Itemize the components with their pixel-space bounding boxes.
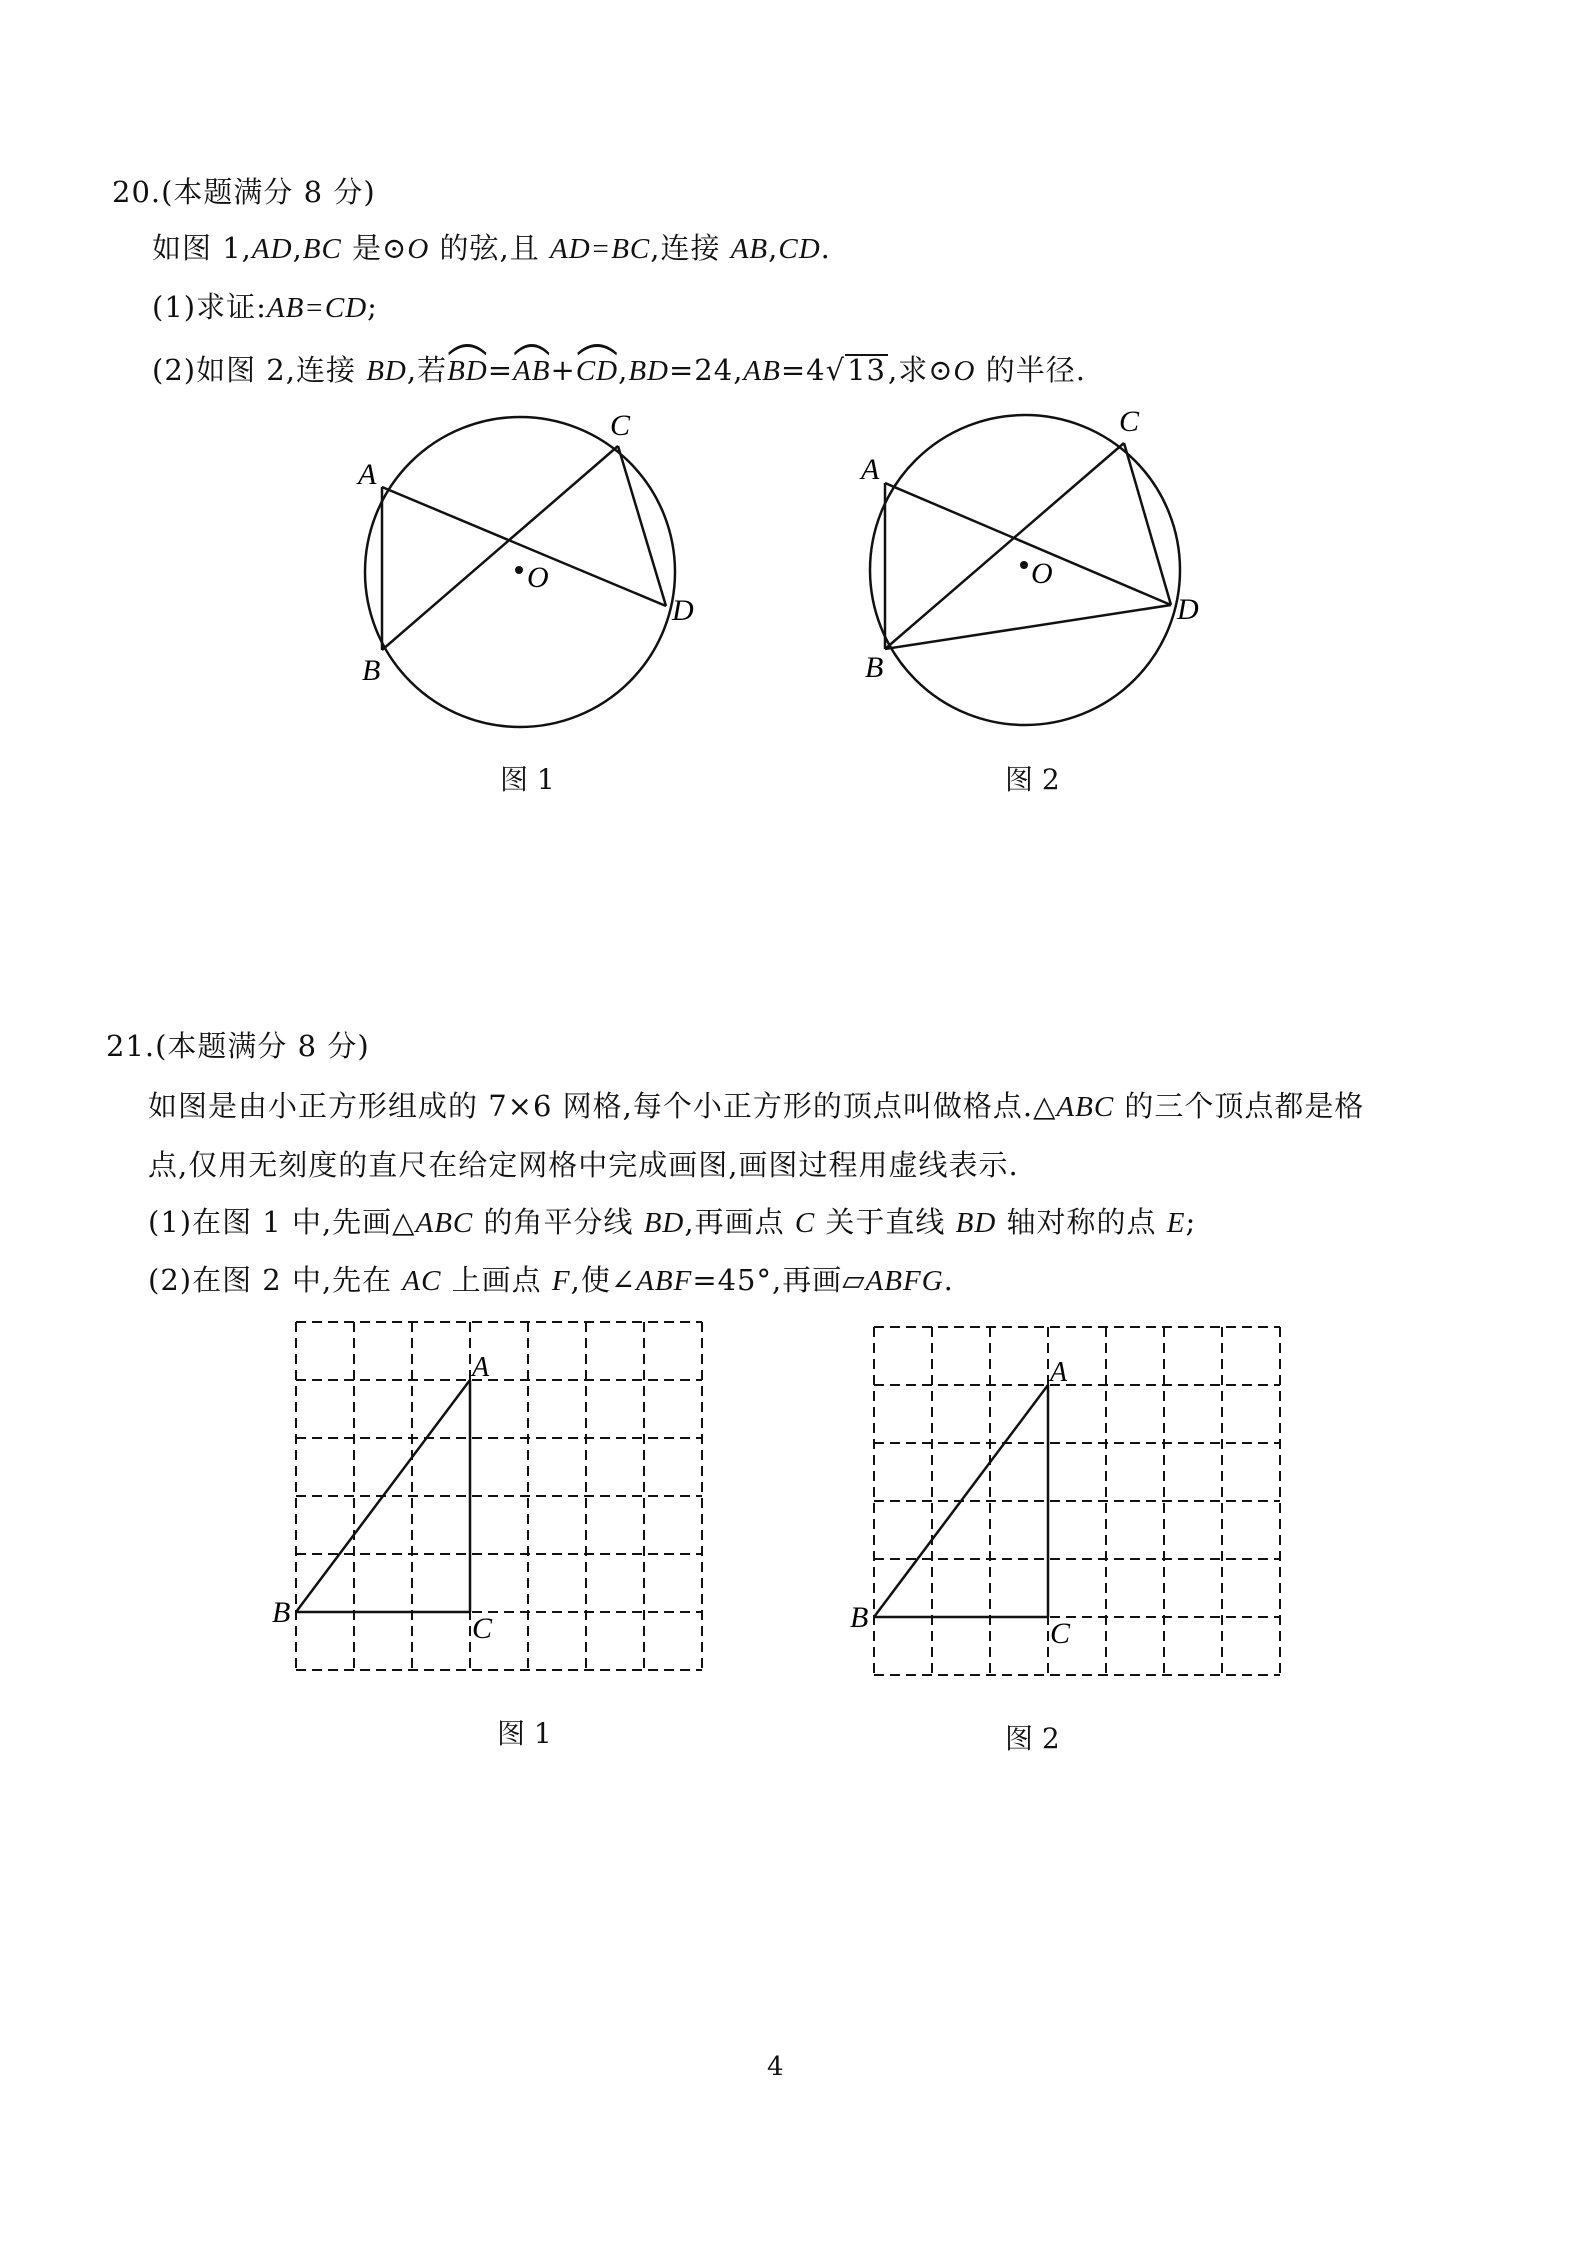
q21-fig1-caption: 图 1	[497, 1717, 552, 1750]
arc-bd	[447, 355, 488, 388]
math: BD	[955, 1207, 997, 1239]
chord-cd	[1124, 443, 1171, 605]
arc-mark	[576, 341, 618, 355]
text: =45°,再画▱	[692, 1263, 866, 1297]
text: 是⊙	[341, 231, 408, 265]
label-c: C	[610, 409, 631, 442]
chord-ad	[885, 483, 1171, 605]
q20-header	[112, 170, 376, 211]
arc-mark	[447, 341, 488, 355]
text: 点,仅用无刻度的直尺在给定网格中完成画图,画图过程用虚线表示.	[148, 1148, 1019, 1182]
circle-o	[870, 415, 1180, 725]
math: AC	[402, 1265, 442, 1297]
q21-header	[106, 1024, 370, 1065]
arc-cd	[576, 355, 618, 388]
label-b: B	[850, 1601, 869, 1634]
text: 的半径.	[975, 353, 1086, 387]
text: .	[820, 231, 831, 265]
text: =24,	[669, 353, 744, 387]
label-b: B	[865, 651, 884, 684]
text: +	[550, 353, 576, 387]
text: (2)在图 2 中,先在	[148, 1263, 403, 1297]
q20-figure-2	[845, 395, 1225, 755]
math: ABC	[415, 1207, 474, 1239]
label-c: C	[1119, 405, 1140, 438]
math: ABFG	[865, 1265, 944, 1297]
chord-ad	[382, 487, 666, 606]
page-number: 4	[767, 2052, 784, 2082]
text: (1)在图 1 中,先画△	[148, 1205, 416, 1239]
q21-stem-line1	[148, 1084, 1364, 1125]
math: O	[407, 233, 430, 265]
text: 的角平分线	[473, 1205, 644, 1239]
label-b: B	[272, 1596, 291, 1629]
q21-part2	[148, 1258, 954, 1299]
q20-fig2-caption: 图 2	[1005, 763, 1060, 796]
text: .	[943, 1263, 954, 1297]
math: ABF	[636, 1265, 693, 1297]
text: ,	[292, 231, 303, 265]
text: (2)如图 2,连接	[152, 353, 367, 387]
q20-header-text: 20.(本题满分 8 分)	[112, 175, 376, 209]
math: CD	[778, 233, 821, 265]
q20-stem	[152, 226, 831, 267]
math: BD	[643, 1207, 685, 1239]
math: AB	[743, 355, 781, 387]
math: AD	[251, 233, 293, 265]
text: 轴对称的点	[996, 1205, 1167, 1239]
q21-grid-figure-1	[270, 1310, 720, 1690]
arc-ab	[513, 355, 550, 388]
math: BC	[302, 233, 342, 265]
math: ABC	[1056, 1091, 1115, 1123]
label-o: O	[1031, 557, 1053, 590]
text: ,再画点	[684, 1205, 795, 1239]
text: ,连接	[650, 231, 731, 265]
center-dot	[515, 566, 523, 574]
text: ,若	[406, 353, 448, 387]
math: BD	[366, 355, 407, 387]
math: E	[1166, 1207, 1186, 1239]
q20-figure-1	[340, 395, 710, 755]
q20-part2	[152, 348, 1086, 389]
text: 如图 1,	[152, 231, 252, 265]
math: AD=BC	[549, 233, 651, 265]
q21-header-text: 21.(本题满分 8 分)	[106, 1029, 370, 1063]
sqrt-sign: √	[825, 353, 846, 387]
text: 关于直线	[815, 1205, 956, 1239]
dashed-grid	[874, 1327, 1280, 1675]
label-b: B	[362, 654, 381, 687]
sqrt-radicand: 13	[847, 353, 886, 387]
math: AB	[513, 355, 551, 387]
arc-mark	[513, 341, 550, 355]
math: O	[953, 355, 976, 387]
label-a: A	[1050, 1357, 1068, 1388]
math: AB	[730, 233, 769, 265]
math: F	[551, 1265, 571, 1297]
text: ;	[1185, 1205, 1197, 1239]
chord-cd	[618, 446, 666, 606]
chord-bc	[382, 446, 618, 650]
label-a: A	[861, 453, 880, 486]
text: (1)求证:	[152, 290, 267, 324]
math: BD	[628, 355, 669, 387]
text: ,	[768, 231, 779, 265]
q20-part1	[152, 285, 378, 326]
text: 的三个顶点都是格	[1114, 1089, 1365, 1123]
text: ;	[367, 290, 378, 324]
text: ,求⊙	[888, 353, 954, 387]
text: ,使∠	[570, 1263, 637, 1297]
text: =4	[780, 353, 826, 387]
dashed-grid	[296, 1322, 702, 1670]
math: BD	[447, 355, 488, 387]
text: ,	[618, 353, 629, 387]
label-d: D	[1177, 593, 1199, 626]
q21-grid-figure-2	[848, 1315, 1298, 1695]
label-o: O	[527, 561, 549, 594]
label-a: A	[358, 458, 377, 491]
q21-fig2-caption: 图 2	[1005, 1722, 1060, 1755]
q20-fig1-caption: 图 1	[500, 763, 555, 796]
math: AB=CD	[266, 292, 368, 324]
label-c: C	[472, 1612, 493, 1645]
q21-stem-line2	[148, 1143, 1019, 1184]
label-c: C	[1050, 1617, 1071, 1650]
math: C	[794, 1207, 816, 1239]
text: 上画点	[441, 1263, 552, 1297]
text: 如图是由小正方形组成的 7×6 网格,每个小正方形的顶点叫做格点.△	[148, 1089, 1057, 1123]
q21-part1	[148, 1200, 1196, 1241]
math: CD	[575, 355, 619, 387]
center-dot	[1020, 561, 1028, 569]
text: 的弦,且	[429, 231, 550, 265]
label-a: A	[472, 1352, 490, 1383]
label-d: D	[672, 594, 694, 627]
text: =	[487, 353, 514, 387]
